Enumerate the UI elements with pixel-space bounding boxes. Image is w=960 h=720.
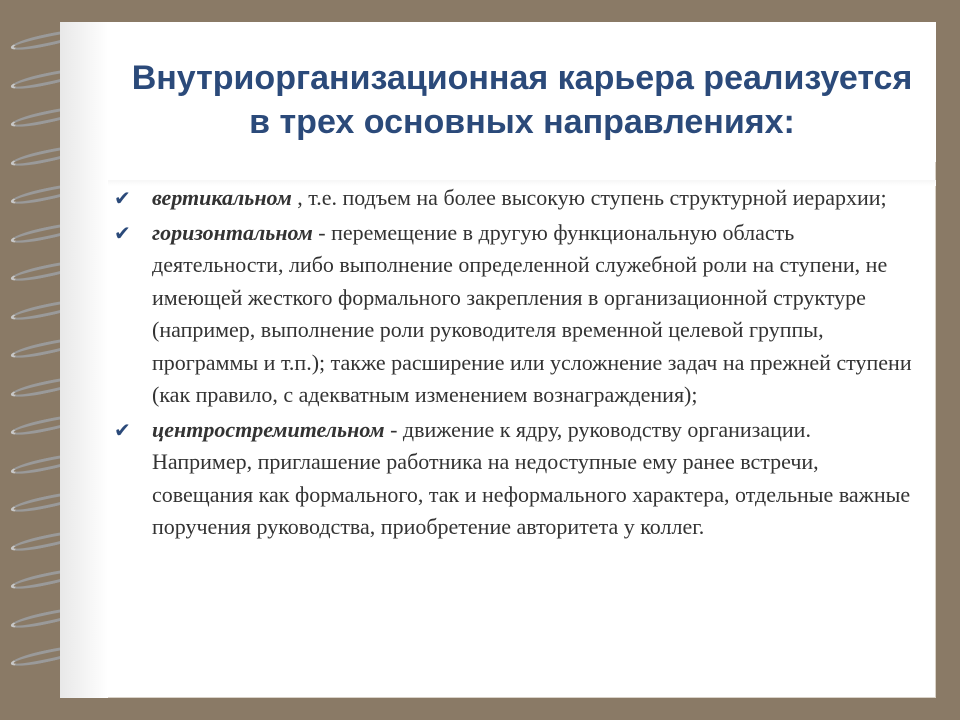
item-term: горизонтальном [152, 219, 313, 245]
list-item [114, 182, 914, 215]
checkmark-icon: ✔ [114, 186, 131, 210]
item-text: - перемещение в другую функциональную область деятельности, либо выполнение определенной служебной роли на ступени, не имеющей жесткого формального закрепления в организационной структуре (например, выполнение роли руководителя временной целевой группы, программы и т.п.); также расширение или усложнение задач на прежней ступени (как правило, с адекватным изменением вознаграждения); [152, 219, 912, 407]
slide-title-line-2: в трех основных направлениях: [249, 103, 795, 141]
item-text: , т.е. подъем на более высокую ступень структурной иерархии; [291, 185, 887, 210]
slide-title-line-1: Внутриорганизационная карьера реализуется [131, 59, 913, 97]
bullet-list [114, 182, 914, 546]
checkmark-icon: ✔ [114, 220, 131, 245]
title-block [108, 22, 936, 162]
checkmark-icon: ✔ [114, 417, 131, 442]
list-item [114, 414, 914, 544]
item-term: центростремительном [152, 416, 385, 442]
slide-title [108, 22, 936, 144]
item-text: - движение к ядру, руководству организации. Например, приглашение работника на недоступные ему ранее встречи, совещания как формального, так и неформального характера, отдельные важные поручения руководства, приобретение авторитета у коллег. [152, 416, 911, 539]
item-term: вертикальном [152, 185, 292, 210]
slide-page [60, 22, 936, 698]
page-margin-shade [60, 22, 108, 698]
list-item [114, 217, 914, 412]
